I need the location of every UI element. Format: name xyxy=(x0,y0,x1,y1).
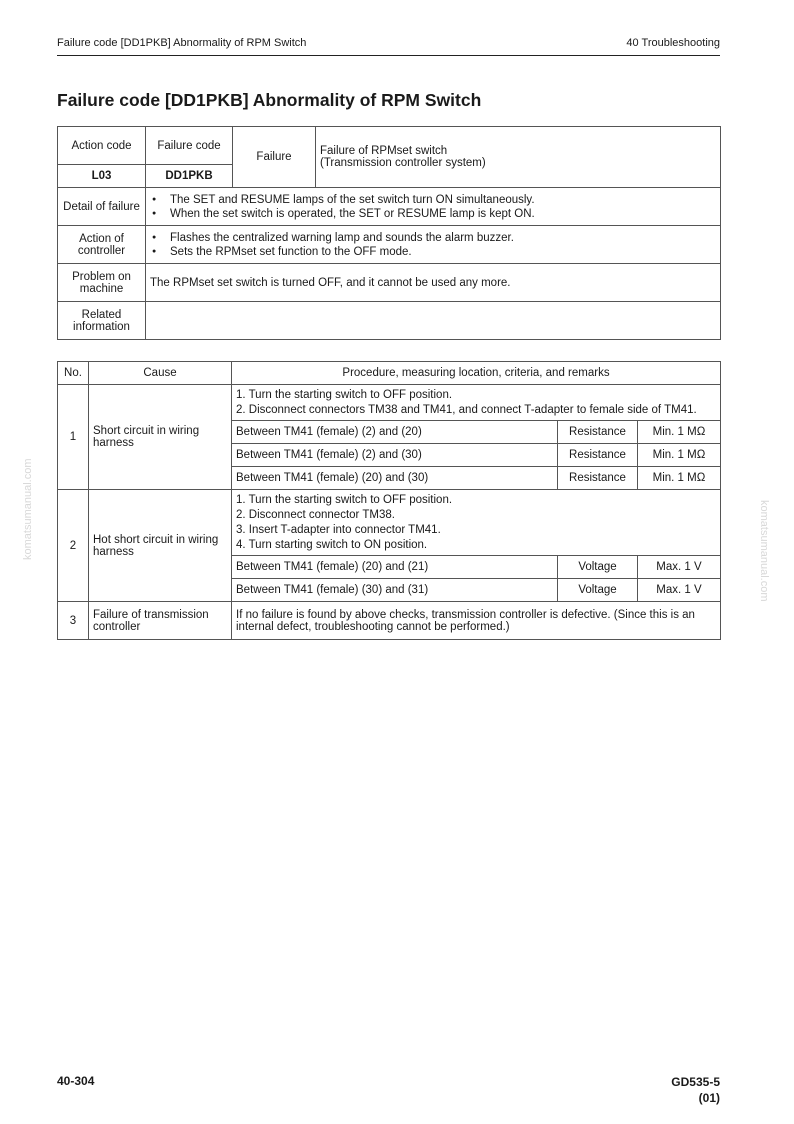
step: 1. Turn the starting switch to OFF position. xyxy=(236,493,453,506)
measure-location: Between TM41 (female) (20) and (30) xyxy=(232,467,558,490)
watermark-right: komatsumanual.com xyxy=(758,500,770,602)
action-code-label: Action code xyxy=(58,127,146,165)
row-2-cause: Hot short circuit in wiring harness xyxy=(89,490,232,602)
action-content xyxy=(146,226,721,264)
row-3-no: 3 xyxy=(58,602,89,640)
measure-value: Min. 1 MΩ xyxy=(638,444,721,467)
measure-type: Resistance xyxy=(558,444,638,467)
action-item: ● Sets the RPMset set function to the OFF mode. xyxy=(150,245,716,259)
row-3-cause: Failure of transmission controller xyxy=(89,602,232,640)
measure-value: Max. 1 V xyxy=(638,556,721,579)
watermark-left: komatsumanual.com xyxy=(22,458,34,560)
row-1-steps xyxy=(232,385,721,421)
failure-text-2: (Transmission controller system) xyxy=(320,157,486,169)
row-3-text: If no failure is found by above checks, transmission controller is defective. (Since this is an internal defect, troubleshooting cannot be performed.) xyxy=(232,602,721,640)
action-item: ● Flashes the centralized warning lamp and sounds the alarm buzzer. xyxy=(150,231,716,245)
detail-content xyxy=(146,188,721,226)
failure-description xyxy=(316,127,721,188)
step: 2. Disconnect connectors TM38 and TM41, and connect T-adapter to female side of TM41. xyxy=(236,403,697,416)
failure-text-1: Failure of RPMset switch xyxy=(320,145,448,157)
page-title: Failure code [DD1PKB] Abnormality of RPM Switch xyxy=(57,90,482,110)
detail-item: ● When the set switch is operated, the SET or RESUME lamp is kept ON. xyxy=(150,207,716,221)
action-label: Action of controller xyxy=(58,226,146,264)
measure-location: Between TM41 (female) (30) and (31) xyxy=(232,579,558,602)
col-header-no: No. xyxy=(58,362,89,385)
measure-location: Between TM41 (female) (20) and (21) xyxy=(232,556,558,579)
failure-code-label: Failure code xyxy=(146,127,233,165)
step: 3. Insert T-adapter into connector TM41. xyxy=(236,523,441,536)
related-text xyxy=(146,302,721,340)
failure-info-table xyxy=(57,126,721,340)
row-2-steps xyxy=(232,490,721,556)
model-number: GD535-5 xyxy=(671,1075,720,1089)
measure-location: Between TM41 (female) (2) and (30) xyxy=(232,444,558,467)
header-chapter: 40 Troubleshooting xyxy=(626,37,720,49)
problem-label: Problem on machine xyxy=(58,264,146,302)
row-1-cause: Short circuit in wiring harness xyxy=(89,385,232,490)
row-2-no: 2 xyxy=(58,490,89,602)
row-1-no: 1 xyxy=(58,385,89,490)
revision: (01) xyxy=(698,1091,720,1105)
measure-type: Voltage xyxy=(558,579,638,602)
failure-code-value: DD1PKB xyxy=(146,165,233,188)
detail-label: Detail of failure xyxy=(58,188,146,226)
measure-type: Voltage xyxy=(558,556,638,579)
page-header xyxy=(57,35,720,56)
measure-type: Resistance xyxy=(558,467,638,490)
col-header-procedure: Procedure, measuring location, criteria, and remarks xyxy=(232,362,721,385)
action-code-value: L03 xyxy=(58,165,146,188)
header-section-title: Failure code [DD1PKB] Abnormality of RPM Switch xyxy=(57,37,307,49)
step: 4. Turn starting switch to ON position. xyxy=(236,538,428,551)
step: 2. Disconnect connector TM38. xyxy=(236,508,395,521)
col-header-cause: Cause xyxy=(89,362,232,385)
detail-item: ● The SET and RESUME lamps of the set switch turn ON simultaneously. xyxy=(150,193,716,207)
measure-location: Between TM41 (female) (2) and (20) xyxy=(232,421,558,444)
problem-text: The RPMset set switch is turned OFF, and it cannot be used any more. xyxy=(146,264,721,302)
failure-label: Failure xyxy=(233,127,316,188)
measure-value: Min. 1 MΩ xyxy=(638,467,721,490)
page-number: 40-304 xyxy=(57,1074,95,1088)
cause-table xyxy=(57,361,721,640)
measure-type: Resistance xyxy=(558,421,638,444)
measure-value: Max. 1 V xyxy=(638,579,721,602)
step: 1. Turn the starting switch to OFF position. xyxy=(236,388,453,401)
related-label: Related information xyxy=(58,302,146,340)
footer-model-block xyxy=(671,1074,720,1106)
measure-value: Min. 1 MΩ xyxy=(638,421,721,444)
